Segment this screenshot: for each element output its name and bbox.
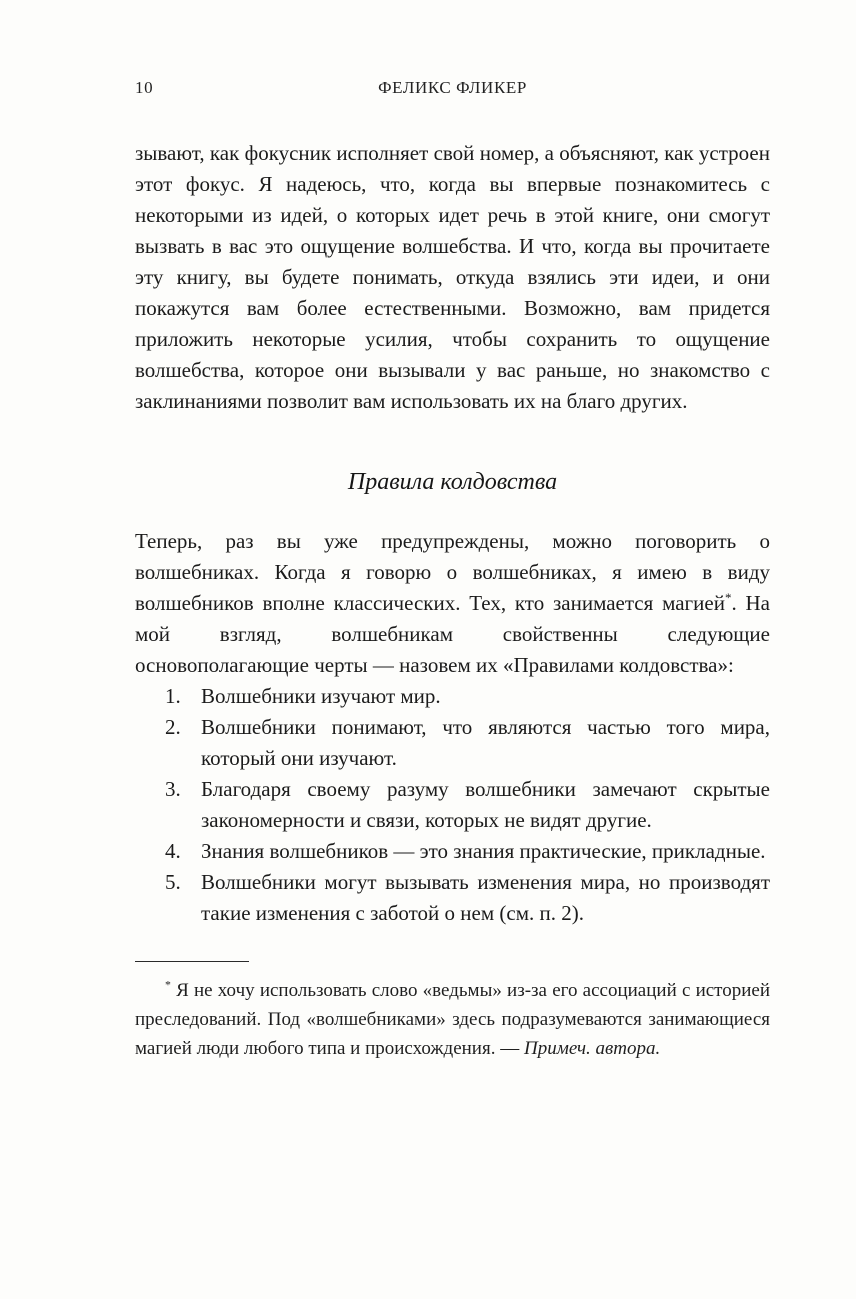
footnote-body: Я не хочу использовать слово «ведьмы» из-за его ассоциаций с историей преследований. Под «волшебниками» здесь подразумеваются занимающиеся магией люди любого типа и происхождения. —	[135, 980, 770, 1059]
footnote-marker: *	[165, 978, 171, 992]
list-item	[165, 774, 770, 836]
body-paragraph-1: зывают, как фокусник исполняет свой номер, а объясняют, как устроен этот фокус. Я надеюсь, что, когда вы впервые познакомитесь с некоторыми из идей, о которых идет речь в этой книге, они смогут вызвать в вас это ощущение волшебства. И что, когда вы прочитаете эту книгу, вы будете понимать, откуда взялись эти идеи, и они покажутся вам более естественными. Возможно, вам придется приложить некоторые усилия, чтобы сохранить то ощущение волшебства, которое они вызывали у вас раньше, но знакомство с заклинаниями позволит вам использовать их на благо других.	[135, 141, 770, 413]
rules-list	[135, 681, 770, 929]
list-item-number: 2.	[165, 715, 181, 739]
paragraph-2-text: Теперь, раз вы уже предупреждены, можно поговорить о волшебниках. Когда я говорю о волшебниках, я имею в виду волшебников вполне классических. Тех, кто занимается магией	[135, 529, 770, 615]
body-paragraph-2	[135, 526, 770, 681]
page-header	[135, 78, 770, 102]
list-item-text: Волшебники изучают мир.	[201, 684, 441, 708]
footnote-text	[135, 976, 770, 1063]
list-item-number: 3.	[165, 777, 181, 801]
page-number: 10	[135, 78, 154, 97]
footnote-reference-mark: *	[724, 590, 732, 605]
running-head: ФЕЛИКС ФЛИКЕР	[378, 78, 527, 97]
list-item	[165, 867, 770, 929]
list-item	[165, 681, 770, 712]
list-item	[165, 712, 770, 774]
list-item-text: Благодаря своему разуму волшебники замечают скрытые закономерности и связи, которых не видят другие.	[201, 777, 770, 832]
list-item-number: 1.	[165, 684, 181, 708]
section-title: Правила колдовства	[347, 469, 558, 495]
list-item-text: Волшебники могут вызывать изменения мира, но производят такие изменения с заботой о нем (см. п. 2).	[201, 870, 770, 925]
list-item-text: Знания волшебников — это знания практические, прикладные.	[201, 839, 766, 863]
list-item-text: Волшебники понимают, что являются частью того мира, который они изучают.	[201, 715, 770, 770]
list-item	[165, 836, 770, 867]
footnote	[135, 961, 770, 1063]
paragraph-2-text-continued: . На мой взгляд, волшебникам свойственны следующие основополагающие черты — назовем их «Правилами колдовства»:	[135, 591, 770, 677]
page-body	[135, 138, 770, 1063]
list-item-number: 5.	[165, 870, 181, 894]
footnote-divider	[135, 961, 249, 962]
list-item-number: 4.	[165, 839, 181, 863]
footnote-attribution: Примеч. автора.	[523, 1038, 661, 1059]
